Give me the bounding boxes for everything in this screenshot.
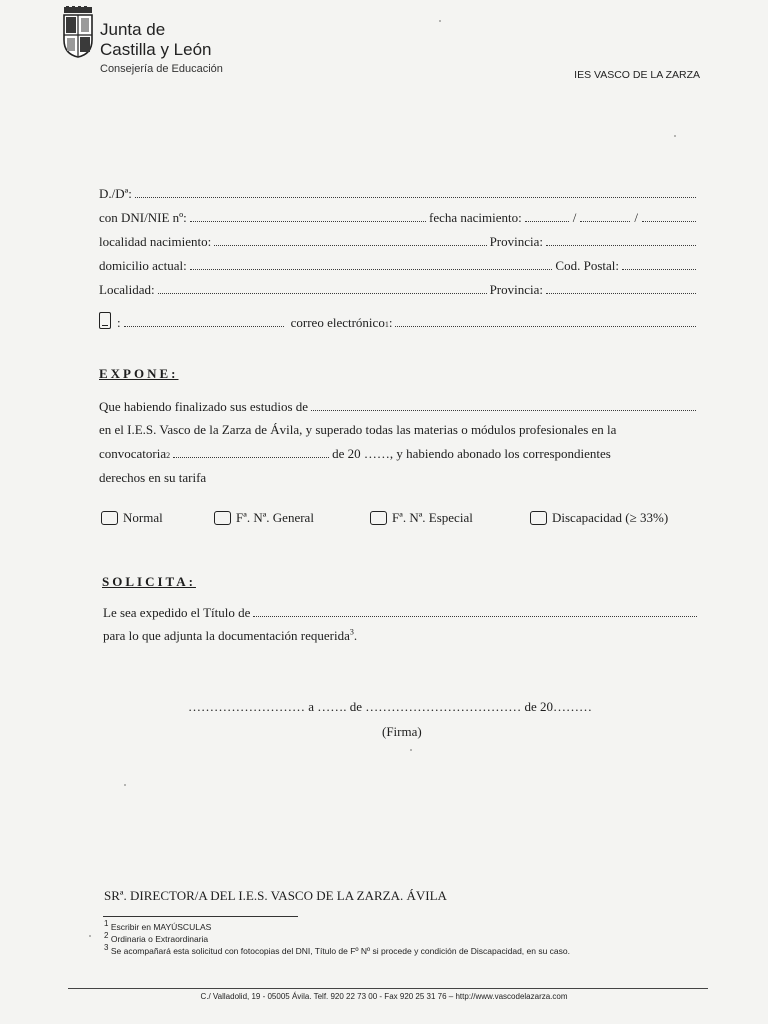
checkbox-normal[interactable] — [101, 511, 118, 525]
department-name: Consejería de Educación — [100, 63, 223, 75]
studies-field[interactable] — [311, 399, 696, 411]
phone-field[interactable] — [124, 315, 284, 327]
scan-speck — [674, 135, 676, 137]
title-field[interactable] — [253, 605, 697, 617]
birthdate-label: fecha nacimiento: — [428, 210, 522, 225]
footer-divider — [68, 988, 708, 989]
addressee: SRª. DIRECTOR/A DEL I.E.S. VASCO DE LA ZARZA. ÁVILA — [104, 888, 447, 903]
province2-label: Provincia: — [489, 282, 543, 297]
email-colon: : — [388, 315, 393, 330]
birthplace-label: localidad nacimiento: — [99, 234, 212, 249]
postal-code-label: Cod. Postal: — [555, 258, 619, 273]
convocatoria-field[interactable] — [173, 446, 329, 458]
birthplace-row — [99, 234, 699, 252]
footnote-2-text: Ordinaria o Extraordinaria — [110, 934, 209, 944]
birth-month-field[interactable] — [580, 210, 630, 222]
option-disability[interactable] — [530, 510, 668, 526]
date-separator: / — [634, 210, 638, 225]
option-fn-especial[interactable] — [370, 510, 473, 526]
title-text: Le sea expedido el Título de — [103, 605, 251, 620]
signature-label: (Firma) — [382, 724, 422, 739]
email-field[interactable] — [395, 315, 696, 327]
dni-field[interactable] — [190, 210, 426, 222]
expone-heading: EXPONE: — [99, 366, 179, 381]
scan-speck — [124, 784, 126, 786]
province2-field[interactable] — [546, 282, 696, 294]
footnote-2-num: 2 — [104, 931, 109, 941]
footnote-3-text: Se acompañará esta solicitud con fotocopias del DNI, Título de Fº Nº si procede y condición de Discapacidad, en su caso. — [110, 946, 570, 956]
footnote-2 — [104, 931, 209, 944]
expone-line2: en el I.E.S. Vasco de la Zarza de Ávila, y superado todas las materias o módulos profesionales en la — [99, 422, 617, 437]
scan-speck — [410, 749, 412, 751]
footnote-1-num: 1 — [104, 919, 109, 929]
province-label: Provincia: — [489, 234, 543, 249]
studies-text: Que habiendo finalizado sus estudios de — [99, 399, 309, 414]
name-row — [99, 186, 699, 204]
dni-label: con DNI/NIE nº: — [99, 210, 187, 225]
checkbox-fn-especial[interactable] — [370, 511, 387, 525]
birth-day-field[interactable] — [525, 210, 569, 222]
studies-row — [99, 399, 699, 417]
address-row — [99, 258, 699, 276]
postal-code-field[interactable] — [622, 258, 696, 270]
date-separator: / — [572, 210, 577, 225]
province-field[interactable] — [546, 234, 696, 246]
convocatoria-year-text: de 20 ……, y habiendo abonado los correspondientes — [332, 446, 611, 461]
name-label: D./Dª: — [99, 186, 132, 201]
org-name-line2: Castilla y León — [100, 40, 212, 59]
school-name: IES VASCO DE LA ZARZA — [574, 69, 700, 81]
name-field[interactable] — [135, 186, 696, 198]
solicita-line2-end: . — [353, 628, 358, 643]
footnote-1-text: Escribir en MAYÚSCULAS — [110, 922, 212, 932]
dni-row — [99, 210, 699, 228]
locality-row — [99, 282, 699, 300]
checkbox-fn-general[interactable] — [214, 511, 231, 525]
contact-row: : correo electrónico 1 : — [99, 310, 699, 328]
option-normal-label: Normal — [123, 510, 163, 525]
footnote-3-num: 3 — [104, 943, 109, 953]
footnote-ref-3: 3 — [349, 627, 354, 637]
address-label: domicilio actual: — [99, 258, 187, 273]
signature-place-date[interactable]: ……………………… a ……. de ……………………………… de 20……… — [188, 699, 593, 714]
option-fn-especial-label: Fª. Nª. Especial — [392, 510, 473, 525]
phone-label: : — [117, 315, 121, 330]
option-normal[interactable] — [101, 510, 163, 526]
locality-label: Localidad: — [99, 282, 155, 297]
checkbox-disability[interactable] — [530, 511, 547, 525]
solicita-line2-text: para lo que adjunta la documentación requerida — [103, 628, 350, 643]
scan-speck — [89, 935, 91, 937]
locality-field[interactable] — [158, 282, 487, 294]
option-disability-label: Discapacidad (≥ 33%) — [552, 510, 669, 525]
footnote-3 — [104, 943, 570, 956]
title-row — [103, 605, 700, 623]
solicita-heading: SOLICITA: — [102, 574, 196, 589]
solicita-line2 — [103, 628, 707, 644]
birth-year-field[interactable] — [642, 210, 696, 222]
footnote-divider — [103, 916, 298, 917]
footnote-1 — [104, 919, 212, 932]
option-fn-general-label: Fª. Nª. General — [236, 510, 314, 525]
email-label: correo electrónico — [290, 315, 385, 330]
expone-line4: derechos en su tarifa — [99, 470, 207, 485]
org-name-line1: Junta de — [100, 20, 166, 39]
birthplace-field[interactable] — [214, 234, 486, 246]
option-fn-general[interactable] — [214, 510, 314, 526]
footer-address: C./ Valladolid, 19 - 05005 Ávila. Telf. 920 22 73 00 - Fax 920 25 31 76 – http://www.vascodelazarza.com — [200, 992, 568, 1001]
phone-icon — [99, 312, 111, 329]
coat-of-arms-logo — [62, 6, 94, 58]
convocatoria-label: convocatoria — [99, 446, 167, 461]
convocatoria-row: convocatoria 2 de 20 ……, y habiendo abonado los correspondientes — [99, 446, 611, 461]
scan-speck — [439, 20, 441, 22]
address-field[interactable] — [190, 258, 553, 270]
